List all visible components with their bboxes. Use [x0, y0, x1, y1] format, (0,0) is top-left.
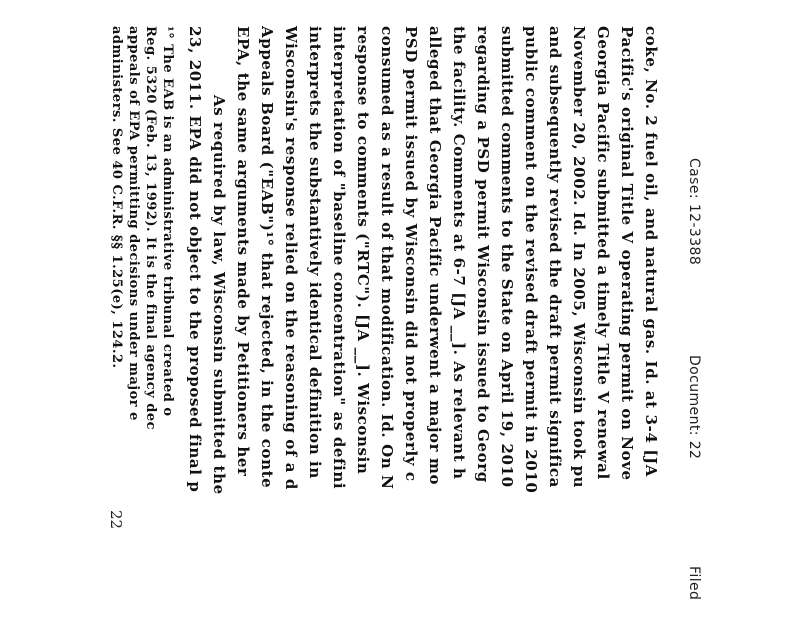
body-line: Pacific's original Title V operating permit on Nove: [618, 26, 636, 481]
body-line: public comment on the revised draft permit in 2010: [522, 26, 540, 494]
footnote-line: appeals of EPA permitting decisions under major e: [126, 26, 141, 421]
document-number: Document: 22: [686, 355, 702, 460]
page-number: 22: [107, 510, 125, 530]
filed-label: Filed: [686, 566, 702, 601]
footnote-line: Reg. 5320 (Feb. 13, 1992). It is the final agency dec: [143, 26, 158, 431]
body-line: interpretation of "baseline concentration" as defini: [330, 26, 348, 490]
body-line: and subsequently revised the draft permit significa: [546, 26, 564, 488]
body-line: EPA, the same arguments made by Petitioners her: [234, 26, 252, 477]
case-number: Case: 12-3388: [686, 158, 702, 266]
body-line: coke, No. 2 fuel oil, and natural gas. Id. at 3-4 [JA: [642, 26, 660, 477]
body-line: Georgia Pacific submitted a timely Title V renewal: [594, 26, 612, 480]
body-line: regarding a PSD permit Wisconsin issued to Georg: [474, 26, 492, 483]
body-line: interprets the substantively identical definition in: [306, 26, 324, 479]
body-line: alleged that Georgia Pacific underwent a major mo: [426, 26, 444, 486]
footnote-line: administers. See 40 C.F.R. §§ 1.25(e), 124.2.: [109, 26, 124, 369]
body-line: PSD permit issued by Wisconsin did not properly c: [402, 26, 420, 482]
body-line: the facility. Comments at 6-7 [JA __]. As relevant h: [450, 26, 468, 480]
body-line: 23, 2011. EPA did not object to the proposed final p: [186, 26, 204, 493]
body-line: Appeals Board ("EAB")¹° that rejected, in the conte: [258, 26, 276, 489]
body-line: submitted comments to the State on April 19, 2010: [498, 26, 516, 488]
footnote-line: ¹° The EAB is an administrative tribunal created o: [160, 26, 175, 417]
body-line: consumed as a result of that modification. Id. On N: [378, 26, 396, 490]
body-line: November 20, 2002. Id. In 2005, Wisconsin took pu: [570, 26, 588, 489]
body-line: As required by law, Wisconsin submitted the: [210, 95, 228, 495]
body-line: Wisconsin's response relied on the reasoning of a d: [282, 26, 300, 490]
body-line: response to comments ("RTC"). [JA __]. Wisconsin: [354, 26, 372, 475]
